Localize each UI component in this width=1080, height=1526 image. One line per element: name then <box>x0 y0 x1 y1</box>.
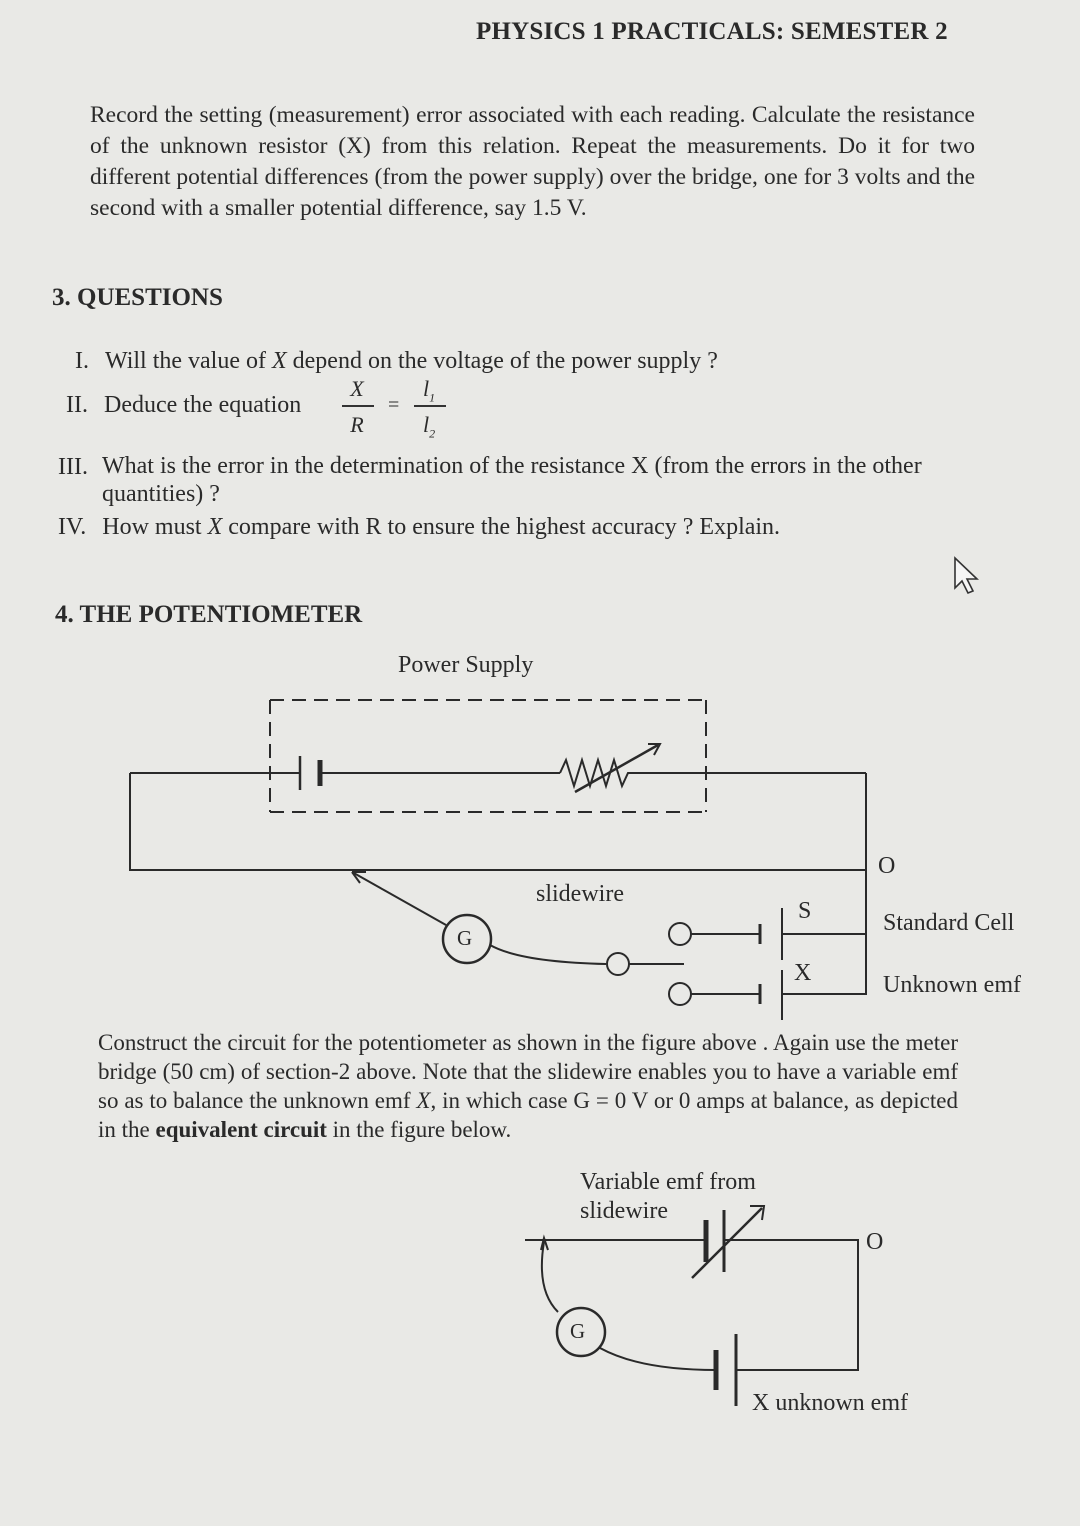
s-label: S <box>798 898 812 924</box>
standard-cell-label: Standard Cell <box>883 910 1015 936</box>
question-number: IV. <box>58 514 87 540</box>
questions-heading: 3. QUESTIONS <box>52 284 223 311</box>
right-loop-wire <box>724 1240 858 1370</box>
question-text: What is the error in the determination of the resistance X (from the errors in the other quantities) ? <box>101 453 922 507</box>
equation-lhs-denominator: R <box>350 412 364 437</box>
unknown-emf-label: X unknown emf <box>752 1390 908 1416</box>
equation-rhs-numerator: $l_1$ <box>422 376 436 405</box>
power-supply-label: Power Supply <box>398 652 534 678</box>
galvanometer-left-wire <box>542 1242 558 1312</box>
equation-lhs-numerator: X <box>350 376 364 401</box>
node-o-label: O <box>866 1229 884 1255</box>
node-o-label: O <box>878 853 896 879</box>
question-variable: X <box>271 348 287 374</box>
question-number: I. <box>75 348 89 374</box>
question-text: Deduce the equation <box>103 392 302 418</box>
question-number: III. <box>58 454 88 480</box>
galvanometer-right-wire <box>600 1348 716 1370</box>
galvanometer-circle <box>557 1308 605 1356</box>
equation-rhs-denominator: $l_2$ <box>422 412 436 441</box>
potentiometer-heading: 4. THE POTENTIOMETER <box>55 601 363 628</box>
equation-equals: = <box>388 394 400 416</box>
galvanometer-label: G <box>570 1319 586 1343</box>
question-text: Will the value of <box>105 348 272 374</box>
construct-paragraph: Construct the circuit for the potentiometer as shown in the figure above . Again use the meter bridge (50 cm) of section-2 above. Note that the slidewire enables you to have a variable emf so as to balance the unknown emf X, in which case G = 0 V or 0 amps at balance, as depicted in the equivalent circuit in the figure below. <box>98 1030 958 1142</box>
slidewire-label: slidewire <box>536 881 624 907</box>
intro-paragraph: Record the setting (measurement) error associated with each reading. Calculate the resistance of the unknown resistor (X) from this relation. Repeat the measurements. Do it for two different potential differences (from the power supply) over the bridge, one for 3 volts and the second with a smaller potential difference, say 1.5 V. <box>90 102 975 221</box>
question-variable: X <box>207 514 223 540</box>
variable-cell-arrow-shaft <box>692 1208 762 1278</box>
x-label: X <box>794 960 812 986</box>
unknown-emf-label: Unknown emf <box>883 972 1021 998</box>
variable-emf-label: Variable emf from slidewire <box>580 1169 756 1224</box>
question-text: compare with R to ensure the highest accuracy ? Explain. <box>222 514 781 540</box>
question-number: II. <box>66 392 88 418</box>
question-text: depend on the voltage of the power supply ? <box>286 348 718 374</box>
question-text: How must <box>102 514 208 540</box>
galvanometer-label: G <box>457 926 473 950</box>
page-header: PHYSICS 1 PRACTICALS: SEMESTER 2 <box>476 18 948 45</box>
